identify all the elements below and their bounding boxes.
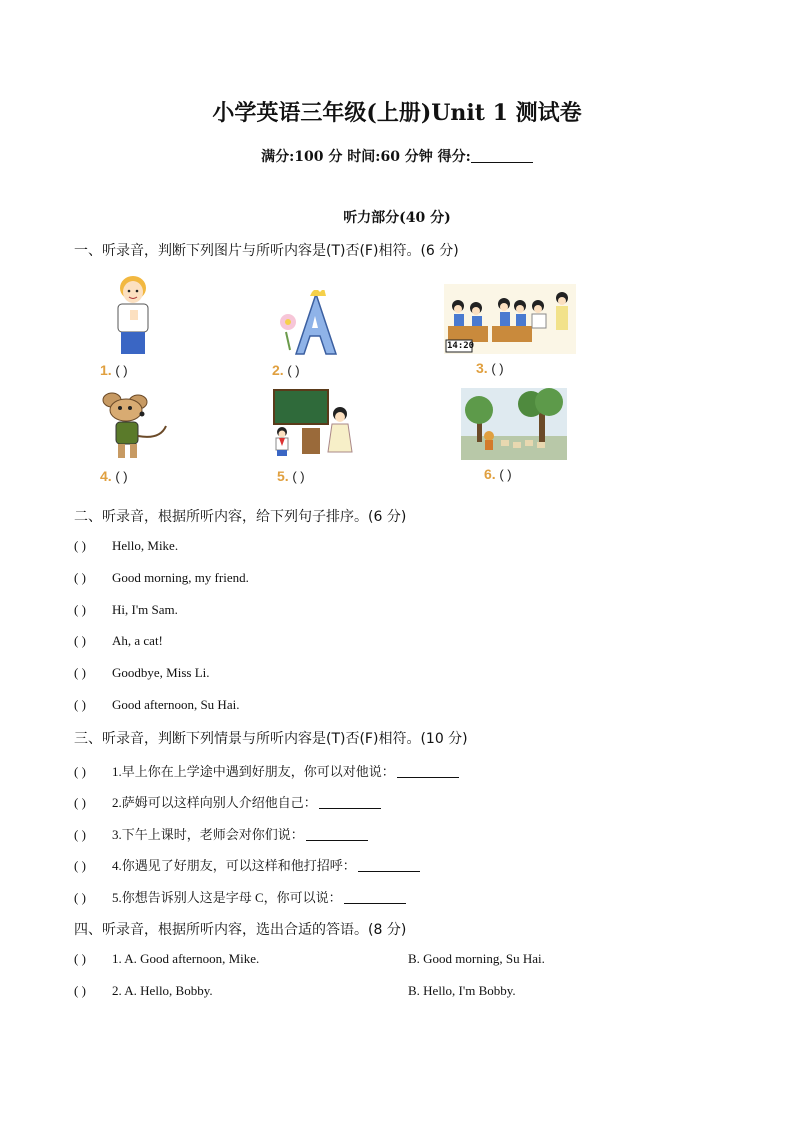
picture-1-paren: ( )	[115, 363, 128, 378]
picture-2-caption	[272, 362, 300, 378]
sentence-text: Good afternoon, Su Hai.	[112, 697, 240, 712]
list-item	[74, 665, 210, 681]
picture-5-number: 5.	[277, 468, 289, 484]
answer-paren: ( )	[74, 890, 86, 905]
page-title: 小学英语三年级(上册)Unit 1 测试卷	[212, 100, 582, 126]
picture-3-number: 3.	[476, 360, 488, 376]
answer-paren: ( )	[74, 795, 86, 810]
letter-a-icon	[276, 290, 340, 356]
answer-paren: ( )	[74, 538, 86, 553]
picture-6-caption	[484, 466, 512, 482]
answer-blank	[358, 858, 420, 872]
answer-paren: ( )	[74, 983, 86, 998]
picture-4-paren: ( )	[115, 469, 128, 484]
picture-3-paren: ( )	[491, 361, 504, 376]
park-icon	[461, 388, 567, 460]
picture-2-paren: ( )	[287, 363, 300, 378]
list-item	[74, 570, 249, 586]
list-item	[74, 761, 459, 780]
list-item	[74, 824, 368, 843]
option-a: 2. A. Hello, Bobby.	[112, 983, 213, 998]
answer-paren: ( )	[74, 951, 86, 966]
list-item	[74, 855, 420, 874]
option-b: B. Good morning, Su Hai.	[408, 951, 545, 966]
question-text: 2.萨姆可以这样向别人介绍他自己：	[112, 795, 317, 810]
list-item	[74, 697, 239, 713]
mouse-icon	[100, 388, 170, 462]
section1-heading: 一、听录音，判断下列图片与所听内容是(T)否(F)相符。(6 分)	[74, 243, 459, 259]
sentence-text: Goodbye, Miss Li.	[112, 665, 210, 680]
question-text: 4.你遇见了好朋友，可以这样和他打招呼：	[112, 858, 356, 873]
section4-heading: 四、听录音，根据所听内容，选出合适的答语。(8 分)	[74, 922, 407, 938]
list-item	[74, 951, 259, 967]
question-text: 5.你想告诉别人这是字母 C，你可以说：	[112, 890, 342, 905]
listening-heading: 听力部分(40 分)	[343, 210, 451, 226]
answer-paren: ( )	[74, 633, 86, 648]
answer-blank	[344, 890, 406, 904]
picture-2-number: 2.	[272, 362, 284, 378]
teacher-student-icon	[270, 388, 356, 458]
sentence-text: Ah, a cat!	[112, 633, 163, 648]
picture-5-caption	[277, 468, 305, 484]
list-item	[74, 792, 381, 811]
clock-label: 14:20	[447, 341, 475, 351]
answer-paren: ( )	[74, 570, 86, 585]
answer-blank	[319, 795, 381, 809]
picture-6-paren: ( )	[499, 467, 512, 482]
boy-icon	[106, 274, 160, 356]
section3-heading: 三、听录音，判断下列情景与所听内容是(T)否(F)相符。(10 分)	[74, 731, 468, 747]
answer-paren: ( )	[74, 827, 86, 842]
picture-1-caption	[100, 362, 128, 378]
answer-paren: ( )	[74, 697, 86, 712]
list-item	[74, 887, 406, 906]
list-item	[74, 602, 178, 618]
picture-5-paren: ( )	[292, 469, 305, 484]
score-info	[0, 146, 794, 166]
section2-heading: 二、听录音，根据所听内容，给下列句子排序。(6 分)	[74, 509, 407, 525]
sentence-text: Hi, I'm Sam.	[112, 602, 178, 617]
score-info-text: 满分:100 分 时间:60 分钟 得分:	[261, 149, 471, 165]
answer-blank	[306, 827, 368, 841]
list-item	[74, 633, 163, 649]
option-a: 1. A. Good afternoon, Mike.	[112, 951, 260, 966]
sentence-text: Hello, Mike.	[112, 538, 179, 553]
answer-paren: ( )	[74, 602, 86, 617]
score-blank	[471, 148, 533, 163]
picture-1-number: 1.	[100, 362, 112, 378]
option-b: B. Hello, I'm Bobby.	[408, 983, 516, 998]
question-text: 1.早上你在上学途中遇到好朋友，你可以对他说：	[112, 764, 395, 779]
list-item	[74, 983, 213, 999]
picture-3-caption	[476, 360, 504, 376]
answer-paren: ( )	[74, 858, 86, 873]
picture-4-caption	[100, 468, 128, 484]
answer-paren: ( )	[74, 764, 86, 779]
answer-paren: ( )	[74, 665, 86, 680]
picture-6-number: 6.	[484, 466, 496, 482]
answer-blank	[397, 764, 459, 778]
sentence-text: Good morning, my friend.	[112, 570, 249, 585]
question-text: 3.下午上课时，老师会对你们说：	[112, 827, 304, 842]
list-item	[74, 538, 178, 554]
picture-4-number: 4.	[100, 468, 112, 484]
